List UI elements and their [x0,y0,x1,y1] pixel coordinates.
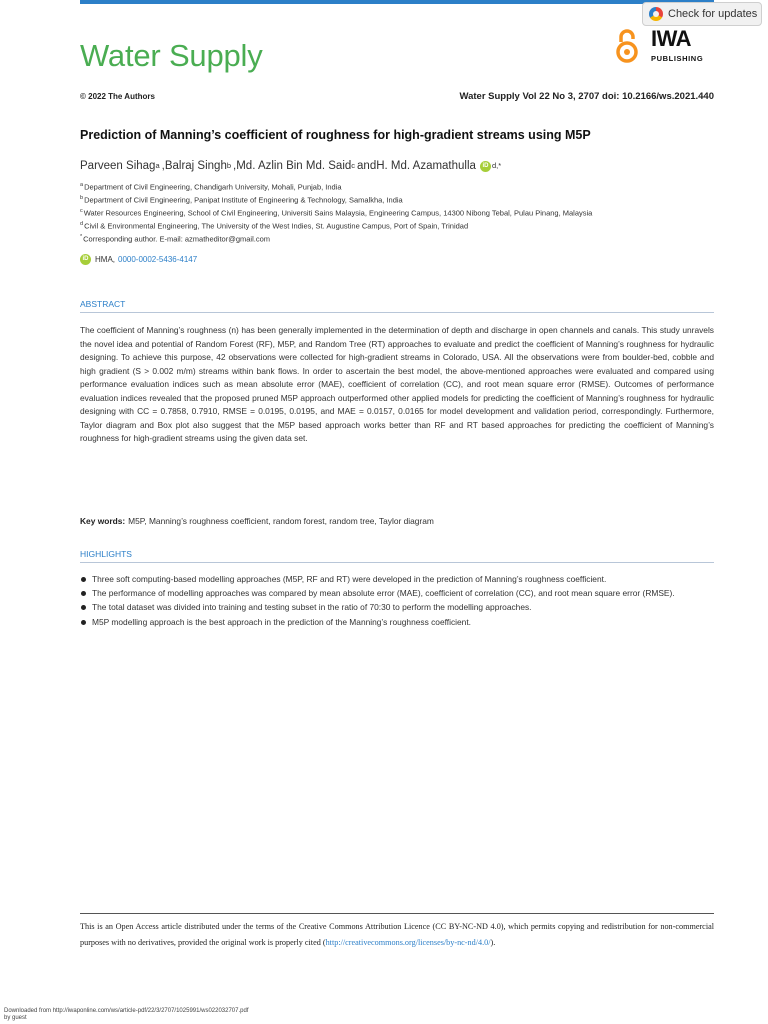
orcid-line [80,254,197,265]
check-for-updates-label: Check for updates [668,8,758,20]
author-separator: , [233,160,237,172]
affiliation-text: Civil & Environmental Engineering, The University of the West Indies, St. Augustine Campus, Port of Spain, Trinidad [84,221,469,231]
iwa-publishing-logo [615,26,715,70]
affiliation-mark: c [80,208,83,215]
keywords-text: M5P, Manning’s roughness coefficient, random forest, random tree, Taylor diagram [128,516,434,526]
logo-subtext: PUBLISHING [651,54,704,63]
author-name: Parveen Sihag [80,160,156,172]
open-access-icon [615,28,639,64]
journal-name: Water Supply [80,38,263,73]
affiliation-item [80,193,714,206]
crossmark-icon [649,7,663,21]
author-affiliation-mark: c [351,160,356,170]
keywords-label: Key words: [80,516,126,526]
license-link[interactable]: http://creativecommons.org/licenses/by-nc-nd/4.0/ [325,937,491,947]
orcid-icon[interactable]: iD [480,161,491,172]
section-divider [80,312,714,313]
copyright: © 2022 The Authors [80,92,155,101]
affiliation-text: Department of Civil Engineering, Chandigarh University, Mohali, Punjab, India [84,182,342,192]
footer-divider [80,913,714,914]
license-notice [80,919,714,950]
license-text: This is an Open Access article distributed under the terms of the Creative Commons Attribution Licence (CC BY-NC-ND 4.0), which permits copying and redistribution for non-commercial purposes with no derivatives, provided the original work is properly cited ( [80,922,714,947]
author-affiliation-mark: d,* [491,160,502,170]
highlight-item: The total dataset was divided into training and testing subset in the ratio of 70:30 to perform the modelling approaches. [80,601,714,614]
affiliation-mark: d [80,221,84,228]
affiliation-mark: b [80,195,84,202]
download-by: by guest [4,1015,27,1021]
orcid-icon[interactable]: iD [80,254,91,265]
author-list [80,160,714,172]
author-separator: , [161,160,165,172]
highlights-list [80,573,714,630]
section-divider [80,562,714,563]
author-name: H. Md. Azamathulla [376,160,476,172]
author-name: Md. Azlin Bin Md. Said [236,160,352,172]
paper-title: Prediction of Manning’s coefficient of roughness for high-gradient streams using M5P [80,128,591,142]
affiliation-text: Water Resources Engineering, School of Civil Engineering, Universiti Sains Malaysia, Engineering Campus, 14300 Nibong Tebal, Pulau Pinang, Malaysia [83,208,593,218]
download-url: Downloaded from http://iwaponline.com/ws/article-pdf/22/3/2707/1025991/ws022032707.pdf [4,1008,249,1014]
highlight-item: The performance of modelling approaches was compared by mean absolute error (MAE), coefficient of correlation (CC), and root mean square error (RMSE). [80,587,714,600]
affiliation-text: Corresponding author. E-mail: azmatheditor@gmail.com [83,234,271,244]
affiliation-mark: * [80,234,83,241]
author-name: Balraj Singh [164,160,227,172]
orcid-link[interactable]: 0000-0002-5436-4147 [118,255,198,264]
affiliation-item [80,206,714,219]
license-text-end: ). [490,937,496,947]
abstract-heading: ABSTRACT [80,299,126,309]
keywords [80,516,714,526]
download-note [4,1008,249,1022]
affiliations [80,180,714,245]
highlight-item: Three soft computing-based modelling approaches (M5P, RF and RT) were developed in the prediction of Manning’s roughness coefficient. [80,573,714,586]
author-affiliation-mark: a [155,160,160,170]
author-affiliation-mark: b [226,160,232,170]
abstract-text: The coefficient of Manning’s roughness (n) has been generally implemented in the determination of depth and discharge in open channels and canals. This study unravels the novel idea and potential of Random Forest (RF), M5P, and Random Tree (RT) approaches to evaluate and predict the coefficient of Manning’s roughness for hydraulic designing. To achieve this purpose, 42 observations were collected for high-gradient streams in Colorado, USA. All the observations were from boulder-bed, cobble and high gradient (S > 0.002 m/m) streams within bank flows. In order to ascertain the best model, the above-mentioned approaches were evaluated and compared using performance evaluation indices such as mean absolute error (MAE), coefficient of correlation (CC), and root mean square error (RMSE). Outcomes of performance evaluation indices revealed that the proposed pruned M5P approach outperformed other applied models for predicting the coefficient of Manning’s roughness for hydraulic designing with CC = 0.7858, 0.7910, RMSE = 0.0195, 0.0195, and MAE = 0.0157, 0.0165 for model development and validation period, correspondingly. Furthermore, Taylor diagram and Box plot also suggest that the M5P based approach works better than RF and RT based approaches for predicting the coefficient of Manning’s roughness for high-gradient streams using the given data set. [80,325,714,443]
corresponding-author [80,232,714,245]
logo-text: IWA [651,26,692,51]
affiliation-mark: a [80,182,84,188]
author-separator: and [357,160,377,172]
highlight-item: M5P modelling approach is the best approach in the prediction of the Manning’s roughness coefficient. [80,616,714,629]
affiliation-item [80,180,714,193]
citation: Water Supply Vol 22 No 3, 2707 doi: 10.2166/ws.2021.440 [459,91,714,102]
check-for-updates-button[interactable] [642,2,762,26]
orcid-initials: HMA, [95,255,115,264]
affiliation-text: Department of Civil Engineering, Panipat Institute of Engineering & Technology, Samalkha, India [84,195,403,205]
affiliation-item [80,219,714,232]
highlights-heading: HIGHLIGHTS [80,549,132,559]
header-accent-bar [80,0,714,4]
